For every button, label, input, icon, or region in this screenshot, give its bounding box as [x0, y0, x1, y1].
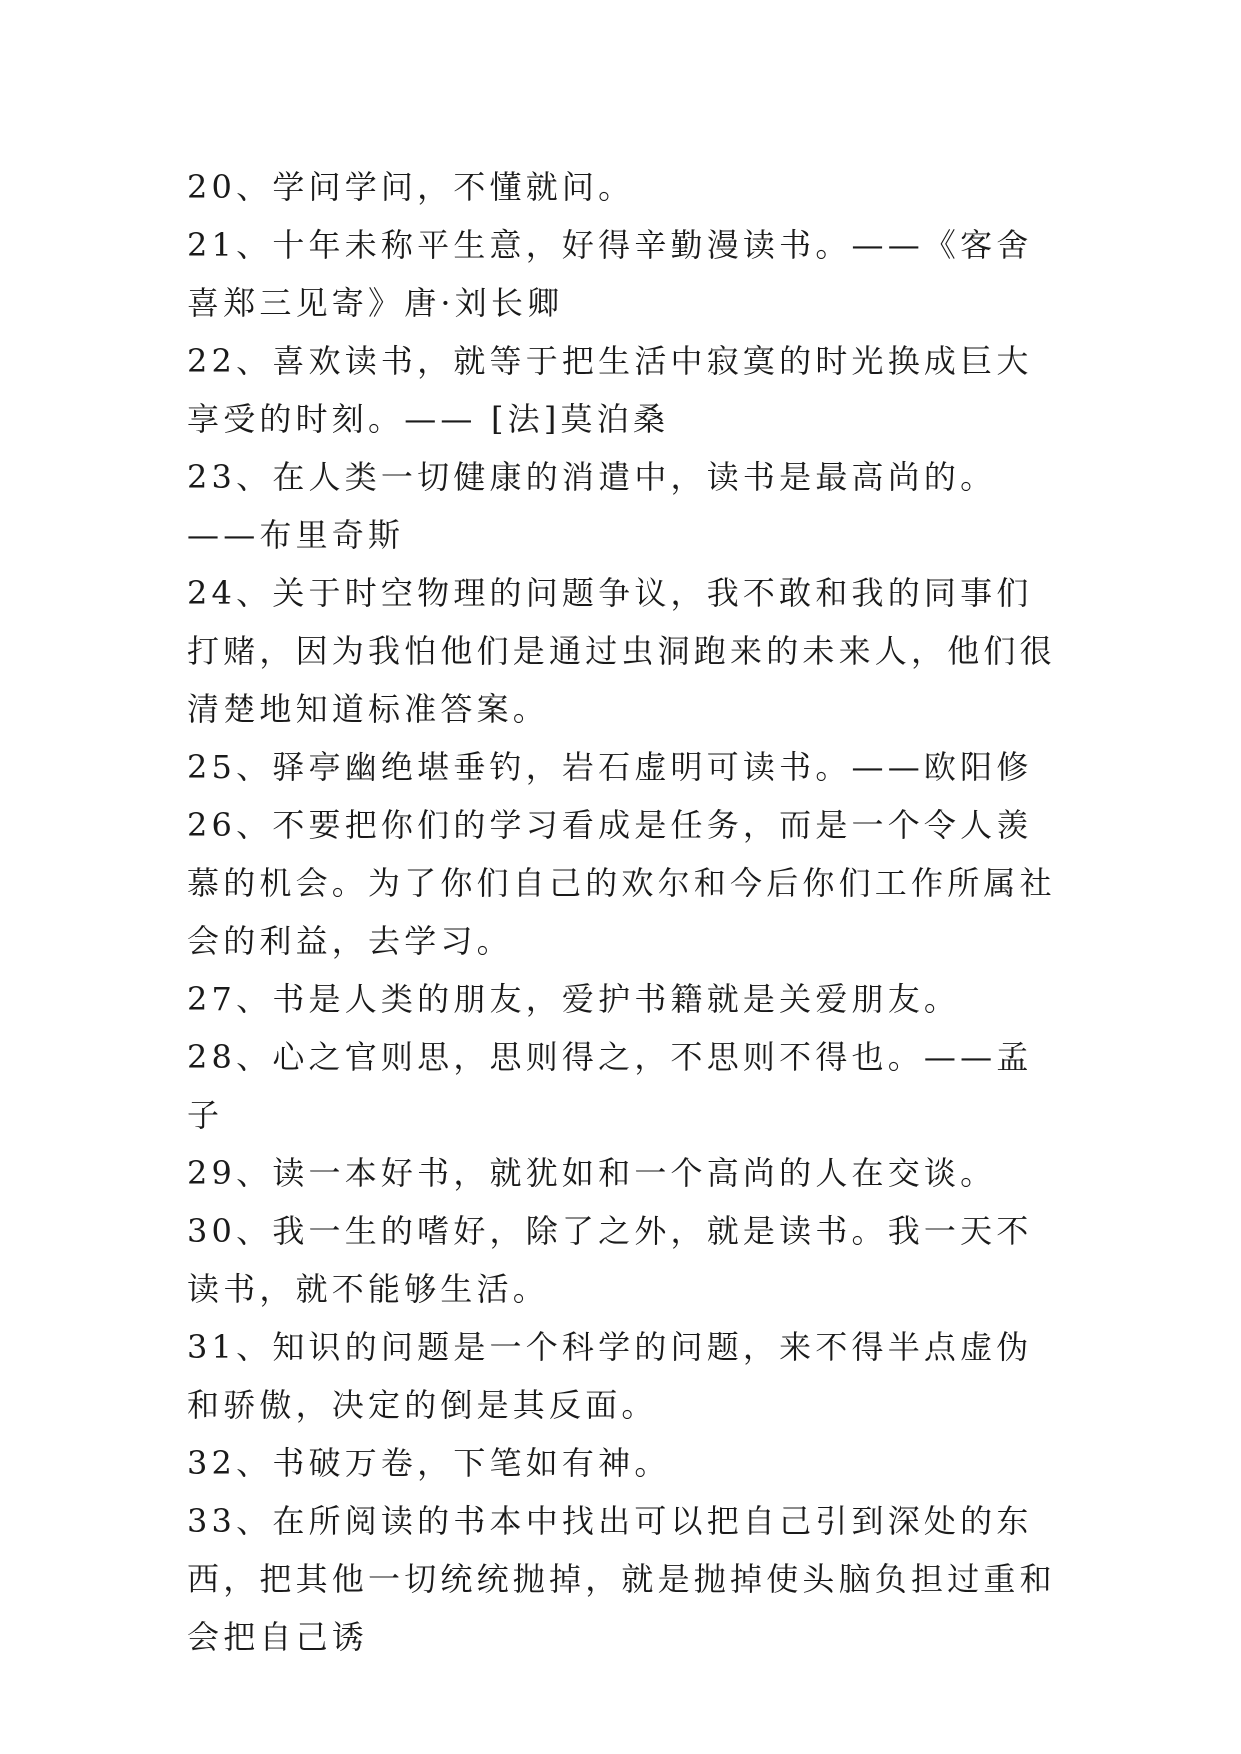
quote-list — [187, 158, 1057, 1666]
quote-entry-30: 30、我一生的嗜好，除了之外，就是读书。我一天不读书，就不能够生活。 — [187, 1212, 1033, 1308]
quote-entry-20: 20、学问学问，不懂就问。 — [187, 168, 635, 206]
quote-entry-31: 31、知识的问题是一个科学的问题，来不得半点虚伪和骄傲，决定的倒是其反面。 — [187, 1328, 1033, 1424]
quote-entry-23: 23、在人类一切健康的消遣中，读书是最高尚的。 ——布里奇斯 — [187, 458, 997, 554]
quote-entry-26: 26、不要把你们的学习看成是任务，而是一个令人羡慕的机会。为了你们自己的欢尔和今后你们工作所属社会的利益，去学习。 — [187, 806, 1056, 960]
quote-entry-21: 21、十年未称平生意，好得辛勤漫读书。——《客舍喜郑三见寄》唐·刘长卿 — [187, 226, 1033, 322]
quote-entry-25: 25、驿亭幽绝堪垂钓，岩石虚明可读书。——欧阳修 — [187, 748, 1033, 786]
quote-entry-33: 33、在所阅读的书本中找出可以把自己引到深处的东西，把其他一切统统抛掉，就是抛掉使头脑负担过重和会把自己诱 — [187, 1502, 1056, 1656]
quote-entry-27: 27、书是人类的朋友，爱护书籍就是关爱朋友。 — [187, 980, 961, 1018]
quote-entry-29: 29、读一本好书，就犹如和一个高尚的人在交谈。 — [187, 1154, 997, 1192]
quote-entry-32: 32、书破万卷，下笔如有神。 — [187, 1444, 671, 1482]
quote-entry-24: 24、关于时空物理的问题争议，我不敢和我的同事们打赌，因为我怕他们是通过虫洞跑来的未来人，他们很清楚地知道标准答案。 — [187, 574, 1056, 728]
quote-entry-22: 22、喜欢读书，就等于把生活中寂寞的时光换成巨大享受的时刻。—— [法]莫泊桑 — [187, 342, 1033, 438]
quote-entry-28: 28、心之官则思，思则得之，不思则不得也。——孟子 — [187, 1038, 1033, 1134]
